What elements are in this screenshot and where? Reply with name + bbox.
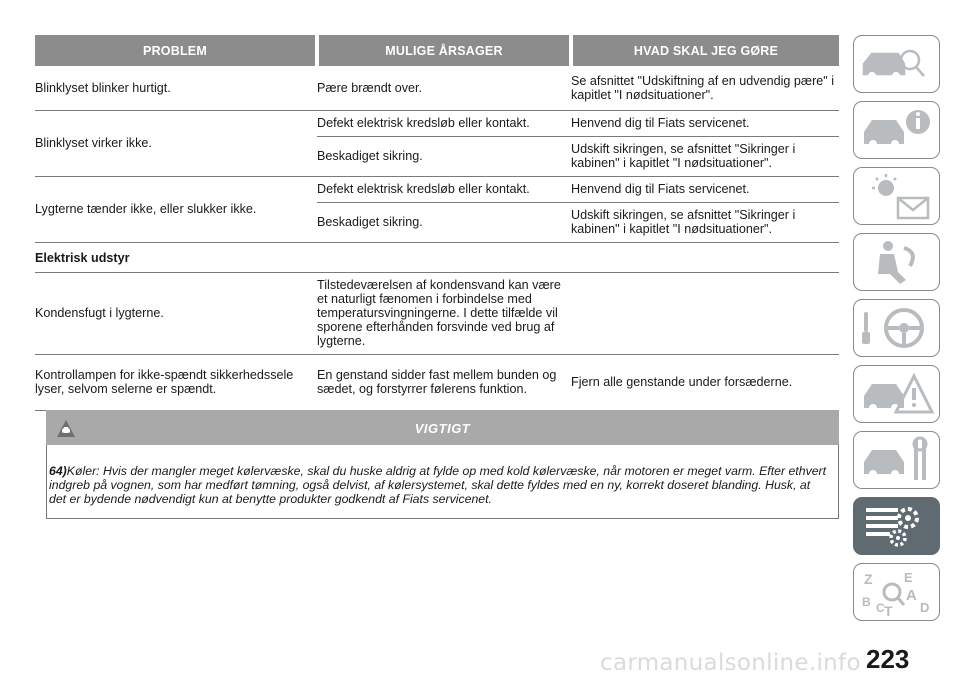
- table-row: [35, 272, 839, 354]
- table-row: [35, 354, 839, 410]
- problem-cell: Blinklyset blinker hurtigt.: [35, 66, 317, 110]
- tab-lights-warning[interactable]: [853, 167, 940, 225]
- page-number: 223: [866, 644, 910, 674]
- warning-number: 64): [49, 464, 67, 478]
- cause-cell: Defekt elektrisk kredsløb eller kontakt.: [317, 110, 571, 136]
- svg-text:D: D: [920, 600, 930, 615]
- section-title: Elektrisk udstyr: [35, 242, 839, 272]
- problem-cell: Kontrollampen for ikke-spændt sikkerhedssele lyser, selvom selerne er spændt.: [35, 354, 317, 410]
- table-row: [35, 66, 839, 110]
- cause-cell: Defekt elektrisk kredsløb eller kontakt.: [317, 176, 571, 202]
- svg-text:A: A: [906, 587, 917, 604]
- seatbelt-airbag-icon: [858, 238, 936, 286]
- watermark: carmanualsonline.info: [600, 650, 861, 676]
- section-row: [35, 242, 839, 272]
- cause-cell: Beskadiget sikring.: [317, 136, 571, 176]
- action-cell: Fjern alle genstande under forsæderne.: [571, 354, 839, 410]
- tab-technical-data[interactable]: [853, 497, 940, 555]
- svg-text:Z: Z: [864, 571, 873, 587]
- cause-cell: Beskadiget sikring.: [317, 202, 571, 242]
- car-emergency-icon: [858, 370, 936, 418]
- problem-cell: Kondensfugt i lygterne.: [35, 272, 317, 354]
- car-search-icon: [858, 40, 936, 88]
- header-causes: MULIGE ÅRSAGER: [317, 35, 571, 66]
- cause-cell: En genstand sidder fast mellem bunden og sædet, og forstyrrer følerens funktion.: [317, 354, 571, 410]
- cause-cell: Pære brændt over.: [317, 66, 571, 110]
- steering-wheel-icon: [858, 304, 936, 352]
- svg-text:C: C: [876, 601, 885, 615]
- troubleshooting-table: [35, 35, 839, 411]
- cause-cell: Tilstedeværelsen af kondensvand kan være et naturligt fænomen i forbindelse med temperatursvingningerne. I dette tilfælde vil sporene efterhånden forsvinde ved brug af lygterne.: [317, 272, 571, 354]
- svg-text:E: E: [904, 570, 913, 585]
- warning-box: [46, 410, 839, 519]
- header-problem: PROBLEM: [35, 35, 317, 66]
- table-header-row: [35, 35, 839, 66]
- technical-data-icon: [858, 502, 936, 550]
- car-maintenance-icon: [858, 436, 936, 484]
- tab-car-emergency[interactable]: [853, 365, 940, 423]
- tab-car-maintenance[interactable]: [853, 431, 940, 489]
- warning-body: Køler: Hvis der mangler meget kølervæske, skal du huske aldrig at fylde op med kold kølervæske, når motoren er meget varm. Efter ethvert indgreb på vognen, som har medført tømning, også delvist, af kølersystemet, skal dette fyldes med en ny, korrekt doseret blanding. Husk, at det er bydende nødvendigt kun at benytte produkter godkendt af Fiats servicenet.: [49, 464, 827, 506]
- svg-text:B: B: [862, 595, 871, 609]
- problem-cell: Lygterne tænder ikke, eller slukker ikke.: [35, 176, 317, 242]
- lights-warning-icon: [858, 172, 936, 220]
- header-action: HVAD SKAL JEG GØRE: [571, 35, 839, 66]
- problem-cell: Blinklyset virker ikke.: [35, 110, 317, 176]
- action-cell: [571, 272, 839, 354]
- warning-text: [49, 464, 829, 506]
- warning-header: [46, 410, 839, 445]
- tab-car-info[interactable]: [853, 101, 940, 159]
- action-cell: Henvend dig til Fiats servicenet.: [571, 176, 839, 202]
- action-cell: Henvend dig til Fiats servicenet.: [571, 110, 839, 136]
- svg-text:T: T: [884, 603, 893, 616]
- warning-title: VIGTIGT: [414, 421, 471, 436]
- table-row: [35, 110, 839, 136]
- tab-car-search[interactable]: [853, 35, 940, 93]
- tab-seatbelt-airbag[interactable]: [853, 233, 940, 291]
- action-cell: Udskift sikringen, se afsnittet "Sikringer i kabinen" i kapitlet "I nødsituationer".: [571, 202, 839, 242]
- car-info-icon: [858, 106, 936, 154]
- action-cell: Se afsnittet "Udskiftning af en udvendig pære" i kapitlet "I nødsituationer".: [571, 66, 839, 110]
- tab-steering-wheel[interactable]: [853, 299, 940, 357]
- table-row: [35, 176, 839, 202]
- tab-alphabetical-index[interactable]: [853, 563, 940, 621]
- alphabetical-index-icon: [858, 568, 936, 616]
- action-cell: Udskift sikringen, se afsnittet "Sikringer i kabinen" i kapitlet "I nødsituationer".: [571, 136, 839, 176]
